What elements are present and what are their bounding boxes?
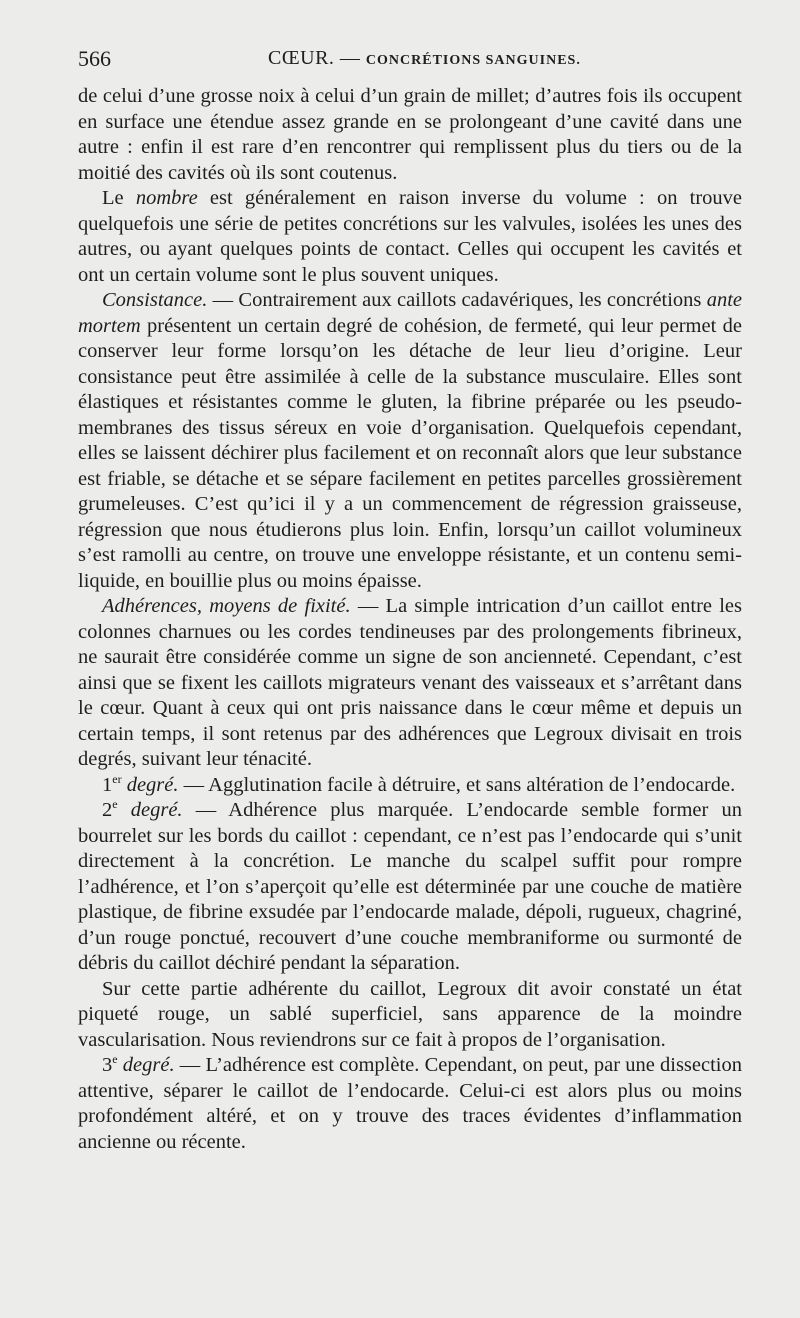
degree-suffix: e (112, 797, 118, 811)
paragraph-continuation (78, 84, 742, 186)
italic-term: nombre (135, 187, 198, 209)
paragraph-text: présentent un certain degré de cohésion, de fermeté, qui leur permet de conserver leur forme lorsqu’on les détache de leur lieu d’origine. Leur consistance peut être assimilée à celle de la substance musculaire. Elles sont élastiques et résistantes comme le gluten, la fibrine préparée ou les pseudo-membranes des tissus séreux en voie d’organisation. Quelquefois cependant, elles se laissent déchirer plus facilement et on reconnaît alors que leur substance est friable, se détache et se sépare facilement en petites parcelles grossièrement grumeleuses. C’est qu’ici il y a un commencement de régression graisseuse, régression que nous étudierons plus loin. Enfin, lorsqu’un caillot volumineux s’est ramolli au centre, on trouve une enveloppe résistante, et un contenu semi-liquide, en bouillie plus ou moins épaisse. (78, 314, 742, 592)
section-heading: Consistance. (102, 289, 208, 311)
paragraph-text: Sur cette partie adhérente du caillot, Legroux dit avoir constaté un état piqueté rouge, un sablé superficiel, sans apparence de la moindre vascularisation. Nous reviendrons sur ce fait à propos de l’organisation. (78, 977, 742, 1051)
paragraph-text: — L’adhérence est complète. Cependant, on peut, par une dissection attentive, séparer le caillot de l’endocarde. Celui-ci est alors plus ou moins profondément altéré, et on y trouve des traces évidentes d’inflammation ancienne ou récente. (78, 1054, 742, 1153)
degree-number: 3 (102, 1054, 113, 1076)
paragraph-text: — Contrairement aux caillots cadavériques, les concrétions (207, 289, 707, 311)
paragraph-text: — Agglutination facile à détruire, et sans altération de l’endocarde. (178, 773, 736, 796)
italic-term: ante mortem (78, 289, 742, 337)
page-header (78, 46, 742, 78)
paragraph-text: — La simple intrication d’un caillot entre les colonnes charnues ou les cordes tendineuses par des prolongements fibrineux, ne saurait être considérée comme un signe de son ancienneté. Cependant, c’est ainsi que se fixent les caillots migrateurs venant des vaisseaux et s’arrêtant dans le cœur. Quant à ceux qui ont pris naissance dans le cœur même et depuis un certain temps, il sont retenus par des adhérences que Legroux divisait en trois degrés, suivant leur ténacité. (78, 595, 743, 770)
paragraph-adherences (78, 594, 742, 773)
paragraph-consistance (78, 288, 742, 594)
paragraph-text: Le (102, 187, 136, 209)
section-heading: Adhérences, moyens de fixité. (102, 595, 351, 617)
paragraph-degree-3 (78, 1053, 742, 1155)
running-title-subject: CONCRÉTIONS SANGUINES. (365, 53, 581, 68)
running-title (268, 47, 581, 70)
running-title-main: CŒUR. (268, 47, 335, 69)
paragraph-degree-1 (78, 773, 742, 799)
degree-number: 1 (102, 773, 113, 796)
page-number: 566 (78, 46, 111, 71)
degree-suffix: e (112, 1052, 118, 1066)
page-body (78, 84, 742, 1155)
paragraph-text: de celui d’une grosse noix à celui d’un grain de millet; d’autres fois ils occupent en surface une étendue assez grande en se prolongeant d’une cavité dans une autre : enfin il est rare d’en rencontrer qui remplissent plus du tiers ou de la moitié des cavités où ils sont coutenus. (78, 85, 742, 184)
degree-label: degré. (117, 1054, 175, 1076)
paragraph-text: est généralement en raison inverse du volume : on trouve quelquefois une série de petites concrétions sur les valvules, isolées les unes des autres, ou ayant quelques points de contact. Celles qui occupent les cavités et ont un certain volume sont le plus souvent uniques. (78, 187, 743, 286)
paragraph-nombre (78, 186, 742, 288)
degree-label: degré. (121, 773, 179, 796)
paragraph-degree-2 (78, 798, 742, 977)
degree-label: degré. (117, 799, 183, 821)
degree-suffix: er (112, 771, 122, 786)
paragraph-legroux (78, 977, 742, 1054)
running-title-separator: — (334, 47, 366, 69)
paragraph-text: — Adhérence plus marquée. L’endocarde semble former un bourrelet sur les bords du caillot : cependant, ce n’est pas l’endocarde qui s’unit directement à la concrétion. Le manche du scalpel suffit pour rompre l’adhérence, et l’on s’aperçoit qu’elle est déterminée par une couche de matière plastique, de fibrine exsudée par l’endocarde malade, dépoli, rugueux, chagriné, d’un rouge ponctué, recouvert d’une couche membraniforme ou surmonté de débris du caillot déchiré pendant la séparation. (78, 799, 742, 974)
degree-number: 2 (102, 799, 113, 821)
